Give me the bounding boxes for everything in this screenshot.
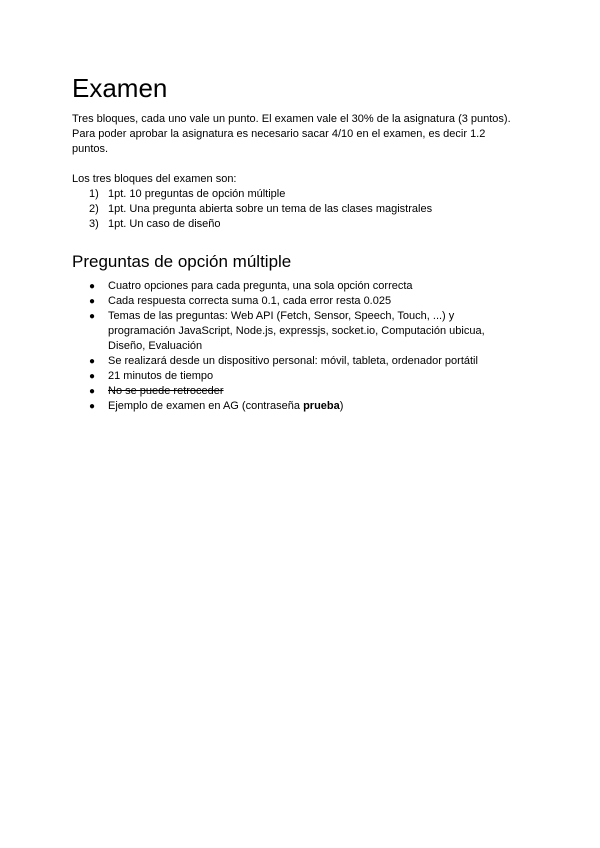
list-item-text: 21 minutos de tiempo xyxy=(108,370,214,382)
document-page xyxy=(72,72,522,414)
list-item xyxy=(72,309,522,354)
bullet-list xyxy=(72,279,522,414)
blocks-heading: Los tres bloques del examen son: xyxy=(72,173,237,185)
list-item-text: Cada respuesta correcta suma 0.1, cada error resta 0.025 xyxy=(108,295,392,307)
list-item xyxy=(72,279,522,294)
list-item-text: 1pt. 10 preguntas de opción múltiple xyxy=(108,188,286,200)
list-number: 2) xyxy=(89,203,99,215)
intro-paragraph: Tres bloques, cada uno vale un punto. El examen vale el 30% de la asignatura (3 puntos). Para poder aprobar la asignatura es necesario sacar 4/10 en el examen, es decir 1.2 puntos. xyxy=(72,113,511,155)
list-item-text: Temas de las preguntas: Web API (Fetch, Sensor, Speech, Touch, ...) y programación JavaScript, Node.js, expressjs, socket.io, Computación ubicua, Diseño, Evaluación xyxy=(108,310,485,352)
list-item xyxy=(72,354,522,369)
list-number: 3) xyxy=(89,218,99,230)
example-password: prueba xyxy=(303,400,340,412)
list-item xyxy=(72,187,522,202)
list-number: 1) xyxy=(89,188,99,200)
bullet-icon: ● xyxy=(89,386,96,397)
bullet-icon: ● xyxy=(89,401,96,412)
list-item-text: Cuatro opciones para cada pregunta, una sola opción correcta xyxy=(108,280,413,292)
list-item-text: Se realizará desde un dispositivo personal: móvil, tableta, ordenador portátil xyxy=(108,355,478,367)
list-item xyxy=(72,202,522,217)
bullet-icon: ● xyxy=(89,281,96,292)
list-item-struck xyxy=(72,384,522,399)
list-item xyxy=(72,369,522,384)
list-item-text: No se puede retroceder xyxy=(108,385,224,397)
section-title: Preguntas de opción múltiple xyxy=(72,252,292,271)
bullet-icon: ● xyxy=(89,371,96,382)
list-item-text: 1pt. Un caso de diseño xyxy=(108,218,221,230)
bullet-icon: ● xyxy=(89,311,96,322)
list-item xyxy=(72,294,522,309)
example-suffix: ) xyxy=(339,400,344,412)
list-item-text: 1pt. Una pregunta abierta sobre un tema de las clases magistrales xyxy=(108,203,433,215)
example-prefix: Ejemplo de examen en AG (contraseña xyxy=(108,400,304,412)
bullet-icon: ● xyxy=(89,296,96,307)
bullet-icon: ● xyxy=(89,356,96,367)
list-item xyxy=(72,399,522,414)
list-item xyxy=(72,217,522,232)
blocks-list xyxy=(72,187,522,232)
page-title: Examen xyxy=(72,73,168,103)
